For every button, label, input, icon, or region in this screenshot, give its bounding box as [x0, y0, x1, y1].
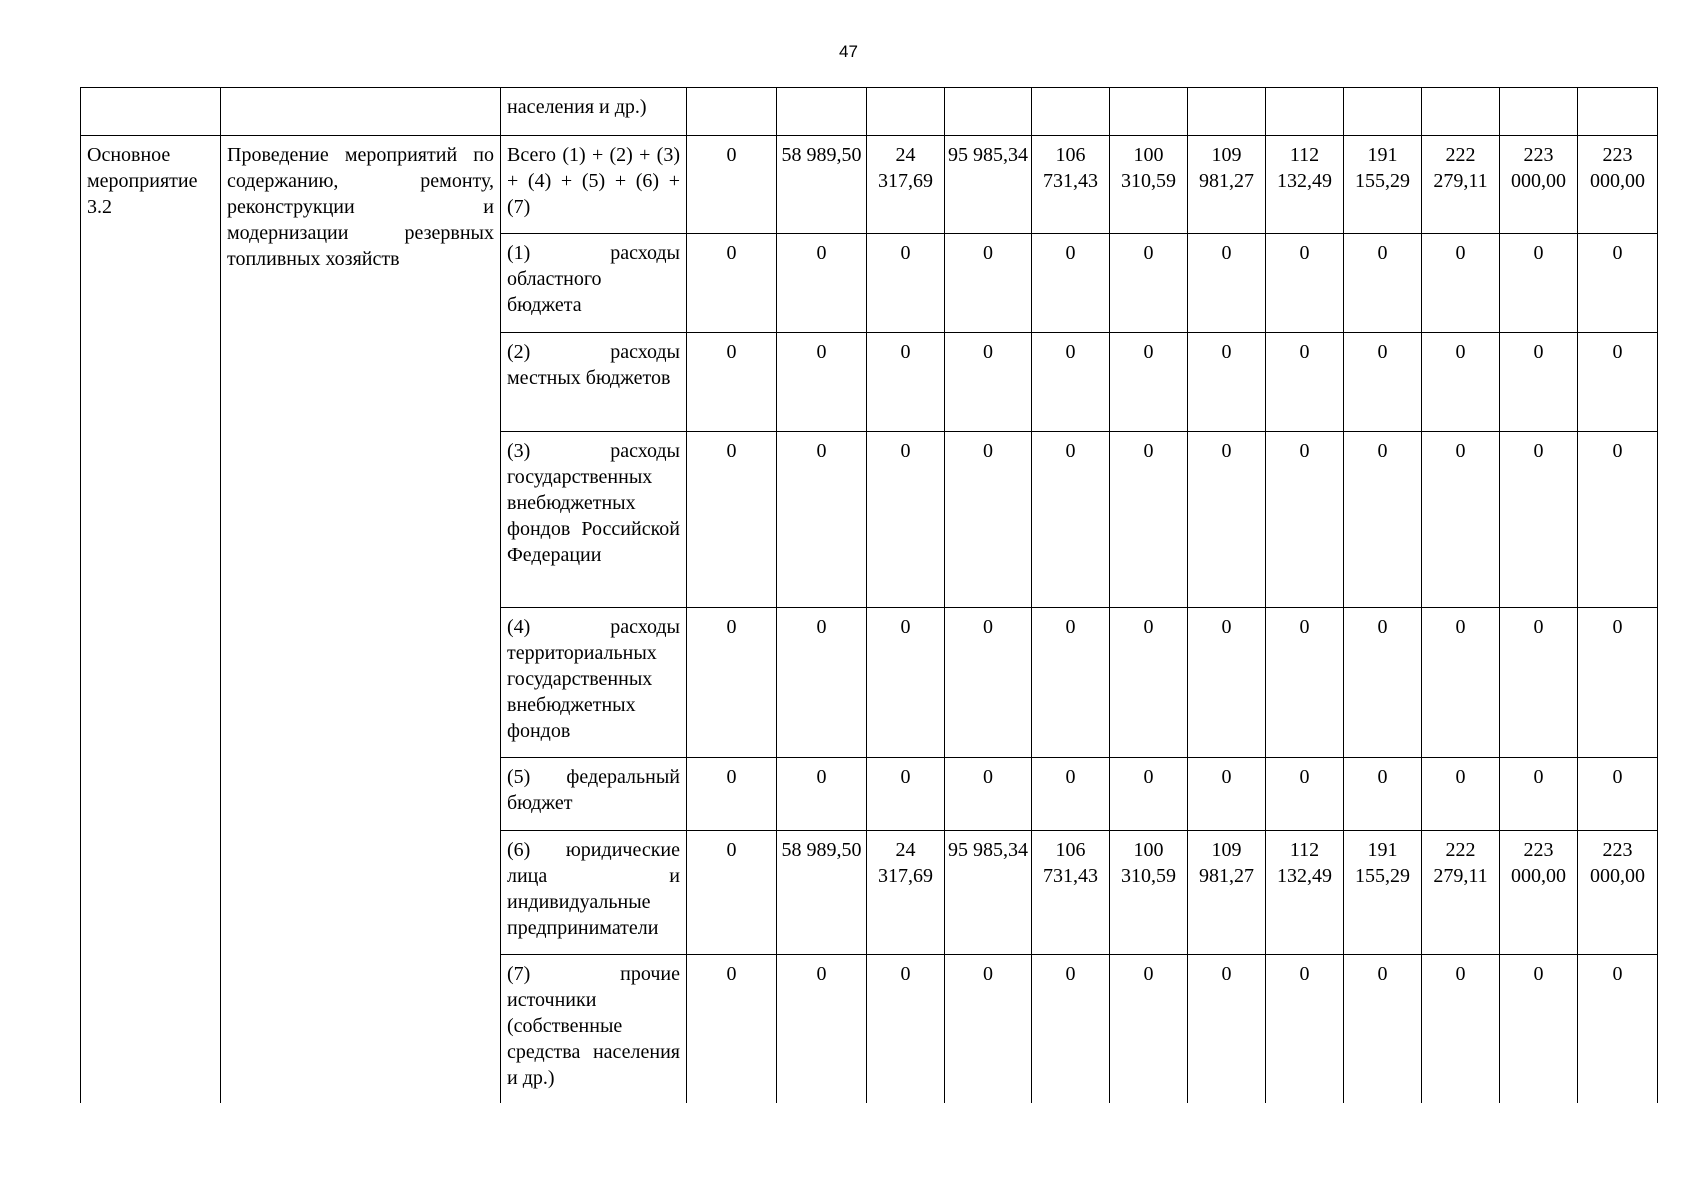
value-cell: 0 [1266, 333, 1344, 432]
value-cell: 0 [777, 234, 867, 333]
value-cell: 0 [1032, 608, 1110, 758]
value-cell: 0 [1578, 234, 1658, 333]
value-cell: 95 985,34 [945, 831, 1032, 955]
value-cell: 0 [1578, 333, 1658, 432]
value-cell: 0 [1110, 955, 1188, 1103]
value-cell: 222 279,11 [1422, 136, 1500, 234]
value-cell: 0 [945, 758, 1032, 831]
value-cell: 0 [777, 758, 867, 831]
value-cell: 0 [1500, 955, 1578, 1103]
continued-source-label: населения и др.) [501, 88, 687, 136]
value-cell: 223 000,00 [1578, 136, 1658, 234]
value-cell: 0 [945, 333, 1032, 432]
value-cell: 0 [945, 955, 1032, 1103]
value-cell: 0 [1500, 333, 1578, 432]
value-cell: 0 [777, 333, 867, 432]
activity-name: Проведение мероприятий по содержанию, ремонту, реконструкции и модернизации резервных топливных хозяйств [221, 136, 501, 1103]
source-label: Всего (1) + (2) + (3) + (4) + (5) + (6) + (7) [501, 136, 687, 234]
value-cell: 0 [1344, 432, 1422, 608]
value-cell: 0 [1578, 955, 1658, 1103]
value-cell: 0 [1422, 758, 1500, 831]
empty-value-cell [687, 88, 777, 136]
value-cell: 112 132,49 [1266, 136, 1344, 234]
empty-code-cell [81, 88, 221, 136]
value-cell: 100 310,59 [1110, 831, 1188, 955]
source-label: (6) юридические лица и индивидуальные предприниматели [501, 831, 687, 955]
value-cell: 0 [1188, 608, 1266, 758]
value-cell: 58 989,50 [777, 136, 867, 234]
value-cell: 0 [1110, 758, 1188, 831]
value-cell: 0 [687, 831, 777, 955]
value-cell: 100 310,59 [1110, 136, 1188, 234]
value-cell: 223 000,00 [1578, 831, 1658, 955]
continued-row [81, 88, 1658, 136]
value-cell: 0 [1344, 758, 1422, 831]
value-cell: 191 155,29 [1344, 136, 1422, 234]
value-cell: 106 731,43 [1032, 136, 1110, 234]
value-cell: 0 [1422, 432, 1500, 608]
value-cell: 0 [1110, 234, 1188, 333]
value-cell: 0 [945, 234, 1032, 333]
value-cell: 0 [867, 432, 945, 608]
empty-value-cell [1188, 88, 1266, 136]
value-cell: 0 [867, 955, 945, 1103]
empty-value-cell [1578, 88, 1658, 136]
value-cell: 0 [687, 432, 777, 608]
value-cell: 223 000,00 [1500, 831, 1578, 955]
value-cell: 0 [1422, 333, 1500, 432]
source-label: (2) расходы местных бюджетов [501, 333, 687, 432]
value-cell: 0 [777, 955, 867, 1103]
value-cell: 0 [1344, 333, 1422, 432]
value-cell: 109 981,27 [1188, 136, 1266, 234]
value-cell: 0 [1032, 432, 1110, 608]
value-cell: 0 [867, 608, 945, 758]
value-cell: 0 [1266, 955, 1344, 1103]
value-cell: 106 731,43 [1032, 831, 1110, 955]
value-cell: 0 [1422, 234, 1500, 333]
value-cell: 109 981,27 [1188, 831, 1266, 955]
value-cell: 0 [1344, 608, 1422, 758]
source-label: (4) расходы территориальных государственных внебюджетных фондов [501, 608, 687, 758]
activity-code: Основное мероприятие 3.2 [81, 136, 221, 1103]
value-cell: 0 [1266, 608, 1344, 758]
value-cell: 0 [1422, 608, 1500, 758]
value-cell: 0 [687, 608, 777, 758]
value-cell: 0 [1344, 234, 1422, 333]
value-cell: 0 [777, 432, 867, 608]
value-cell: 222 279,11 [1422, 831, 1500, 955]
value-cell: 0 [1266, 758, 1344, 831]
value-cell: 0 [1188, 333, 1266, 432]
value-cell: 223 000,00 [1500, 136, 1578, 234]
funding-row [81, 136, 1658, 234]
value-cell: 0 [1188, 758, 1266, 831]
value-cell: 0 [867, 758, 945, 831]
value-cell: 0 [1032, 333, 1110, 432]
value-cell: 0 [1188, 955, 1266, 1103]
value-cell: 0 [1032, 234, 1110, 333]
value-cell: 0 [687, 758, 777, 831]
page-number: 47 [839, 42, 858, 61]
empty-value-cell [1344, 88, 1422, 136]
value-cell: 0 [1578, 432, 1658, 608]
value-cell: 0 [1266, 432, 1344, 608]
value-cell: 58 989,50 [777, 831, 867, 955]
value-cell: 0 [1110, 333, 1188, 432]
value-cell: 0 [867, 333, 945, 432]
empty-name-cell [221, 88, 501, 136]
value-cell: 0 [687, 234, 777, 333]
value-cell: 0 [867, 234, 945, 333]
value-cell: 0 [1500, 432, 1578, 608]
empty-value-cell [1500, 88, 1578, 136]
value-cell: 0 [1188, 432, 1266, 608]
empty-value-cell [777, 88, 867, 136]
value-cell: 95 985,34 [945, 136, 1032, 234]
empty-value-cell [867, 88, 945, 136]
value-cell: 0 [687, 333, 777, 432]
empty-value-cell [1266, 88, 1344, 136]
value-cell: 0 [945, 432, 1032, 608]
value-cell: 0 [1266, 234, 1344, 333]
value-cell: 0 [687, 955, 777, 1103]
value-cell: 0 [687, 136, 777, 234]
value-cell: 24 317,69 [867, 136, 945, 234]
source-label: (1) расходы областного бюджета [501, 234, 687, 333]
empty-value-cell [1422, 88, 1500, 136]
source-label: (5) федеральный бюджет [501, 758, 687, 831]
source-label: (7) прочие источники (собственные средства населения и др.) [501, 955, 687, 1103]
empty-value-cell [1032, 88, 1110, 136]
value-cell: 112 132,49 [1266, 831, 1344, 955]
value-cell: 0 [1578, 608, 1658, 758]
value-cell: 0 [1578, 758, 1658, 831]
value-cell: 0 [777, 608, 867, 758]
value-cell: 0 [1422, 955, 1500, 1103]
value-cell: 0 [1110, 432, 1188, 608]
value-cell: 0 [1032, 955, 1110, 1103]
value-cell: 0 [1110, 608, 1188, 758]
value-cell: 191 155,29 [1344, 831, 1422, 955]
value-cell: 0 [1344, 955, 1422, 1103]
value-cell: 0 [1188, 234, 1266, 333]
value-cell: 0 [1500, 608, 1578, 758]
value-cell: 24 317,69 [867, 831, 945, 955]
funding-table [80, 87, 1658, 1103]
value-cell: 0 [1500, 758, 1578, 831]
empty-value-cell [1110, 88, 1188, 136]
value-cell: 0 [945, 608, 1032, 758]
empty-value-cell [945, 88, 1032, 136]
value-cell: 0 [1500, 234, 1578, 333]
value-cell: 0 [1032, 758, 1110, 831]
source-label: (3) расходы государственных внебюджетных фондов Российской Федерации [501, 432, 687, 608]
